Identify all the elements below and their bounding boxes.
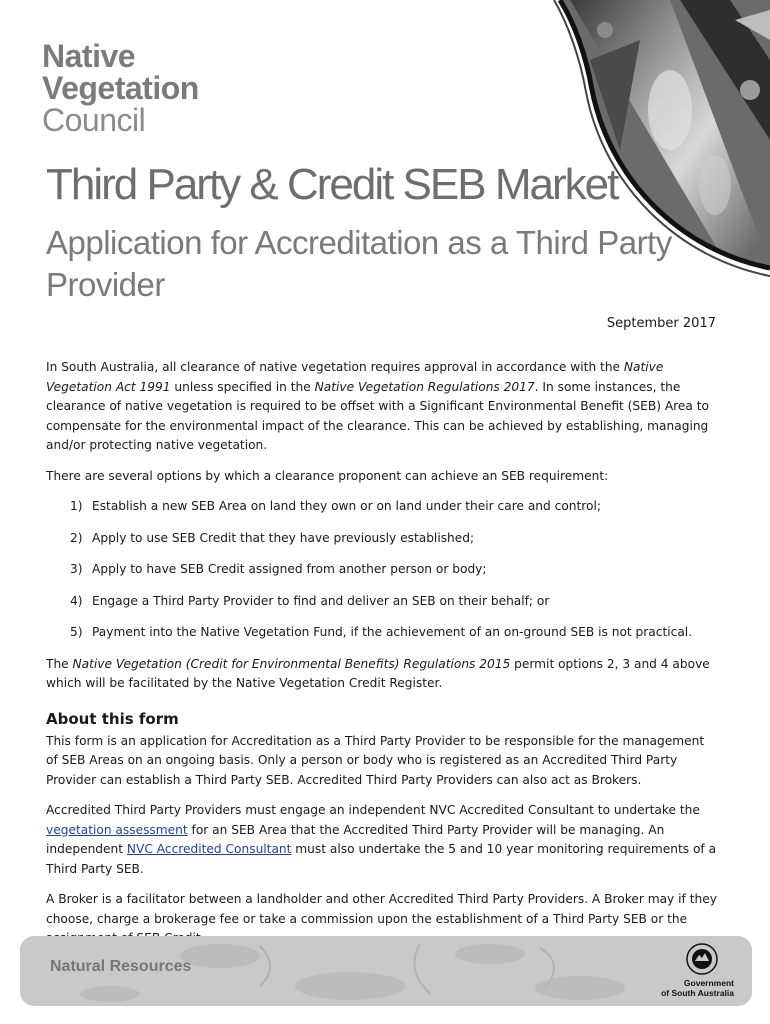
options-list	[46, 497, 718, 643]
list-item	[46, 529, 718, 549]
list-item	[46, 623, 718, 643]
list-item	[46, 560, 718, 580]
page-subtitle: Application for Accreditation as a Third Party Provider	[46, 224, 672, 303]
footer-banner	[20, 936, 752, 1006]
intro-text-3: . In some instances, the clearance of native vegetation is required to be offset with a Significant Environmental Benefit (SEB) Area to compensate for the environmental impact of the clearance. This can be achieved by establishing, managing and/or protecting native vegetation.	[46, 379, 709, 452]
list-item-text: Payment into the Native Vegetation Fund, if the achievement of an on-ground SEB is not practical.	[92, 625, 693, 639]
list-item-text: Apply to have SEB Credit assigned from another person or body;	[92, 562, 487, 576]
about-p2-text-2: for an SEB Area that the Accredited Third Party Provider will be managing. An independent	[46, 822, 665, 856]
list-item-text: Establish a new SEB Area on land they own or on land under their care and control;	[92, 499, 601, 513]
intro-regulations-name: Native Vegetation Regulations 2017	[314, 379, 535, 394]
publication-date: September 2017	[606, 316, 716, 331]
natural-resources-label: Natural Resources	[50, 958, 192, 975]
government-line-1: Government	[683, 978, 734, 988]
list-item-number: 4)	[70, 593, 83, 608]
logo-line-1: Native	[42, 38, 136, 74]
intro-act-name: Native Vegetation Act 1991	[46, 360, 664, 394]
about-heading: About this form	[46, 709, 179, 728]
intro-text-2: unless specified in the	[170, 379, 315, 394]
regs-regulations-name: Native Vegetation (Credit for Environmental Benefits) Regulations 2015	[72, 656, 511, 671]
list-item	[46, 497, 718, 517]
government-sa-logo	[634, 942, 734, 998]
options-intro: There are several options by which a clearance proponent can achieve an SEB requirement:	[46, 468, 609, 483]
list-item-text: Apply to use SEB Credit that they have previously established;	[92, 530, 475, 545]
intro-text-1: In South Australia, all clearance of native vegetation requires approval in accordance with the	[46, 360, 624, 374]
government-line-2: of South Australia	[661, 988, 734, 998]
about-paragraph-2	[46, 801, 718, 879]
page-title: Third Party & Credit SEB Market	[46, 160, 618, 209]
state-seal-icon	[682, 942, 722, 976]
intro-paragraph	[46, 358, 718, 456]
about-paragraph-1: This form is an application for Accreditation as a Third Party Provider to be responsible for the management of SEB Areas on an ongoing basis. Only a person or body who is registered as an Accredited Third Party Provider can establish a Third Party SEB. Accredited Third Party Providers can also act as Brokers.	[46, 733, 705, 787]
logo-line-2: Vegetation	[42, 70, 199, 106]
logo-line-3: Council	[42, 102, 146, 138]
list-item-number: 2)	[70, 530, 83, 545]
nvc-accredited-consultant-link[interactable]: NVC Accredited Consultant	[126, 842, 292, 856]
about-p2-text-3: must also undertake the 5 and 10 year monitoring requirements of a Third Party SEB.	[46, 842, 717, 876]
about-paragraph-3: A Broker is a facilitator between a landholder and other Accredited Third Party Providers. A Broker may if they choose, charge a brokerage fee or take a commission upon the establishment of a Third Party SEB or the	[46, 892, 717, 926]
list-item-number: 5)	[70, 625, 83, 639]
regs-text-2: permit options 2, 3 and 4 above which will be facilitated by the Native Vegetation Credit Register.	[46, 656, 710, 690]
list-item-number: 1)	[70, 499, 83, 513]
regulations-paragraph	[46, 655, 718, 694]
nvc-logo	[42, 40, 199, 136]
list-item	[46, 592, 718, 612]
list-item-text: Engage a Third Party Provider to find and deliver an SEB on their behalf; or	[92, 593, 550, 608]
document-body	[46, 358, 718, 960]
list-item-number: 3)	[70, 562, 83, 576]
vegetation-assessment-link[interactable]: vegetation assessment	[46, 822, 188, 837]
about-p2-text-1: Accredited Third Party Providers must engage an independent NVC Accredited Consultant to undertake the	[46, 803, 700, 817]
regs-text-1: The	[46, 656, 73, 671]
